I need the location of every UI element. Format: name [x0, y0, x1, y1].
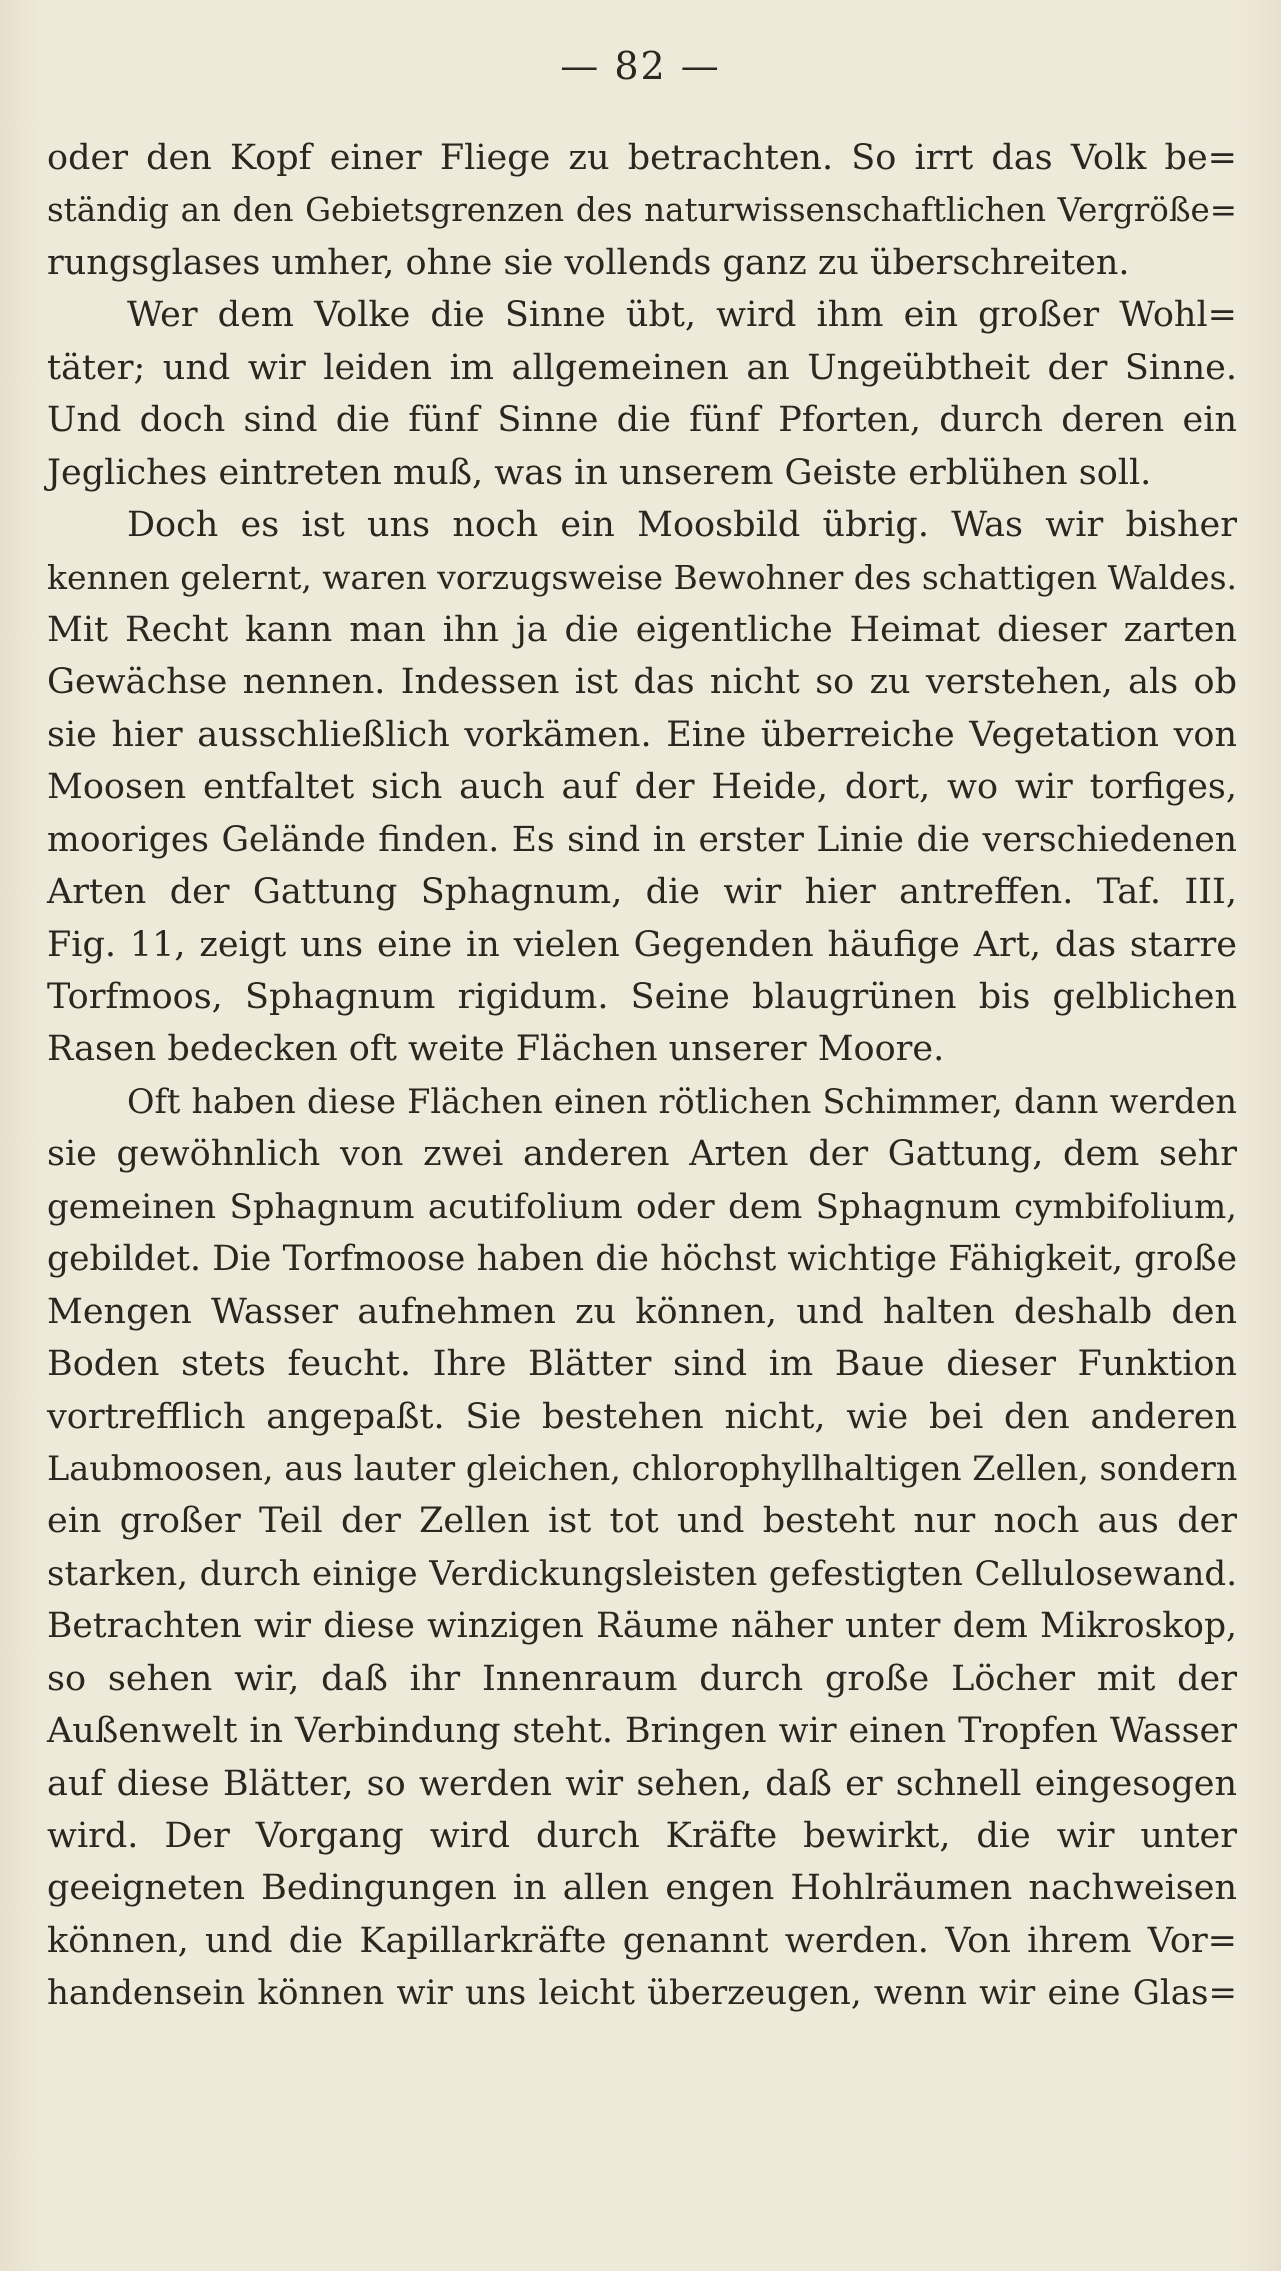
text-line: Und doch sind die fünf Sinne die fünf Pforten, durch deren ein [47, 400, 1237, 441]
page-number: — 82 — [560, 44, 721, 88]
text-line: sie gewöhnlich von zwei anderen Arten der Gattung, dem sehr [47, 1134, 1237, 1175]
text-line: Doch es ist uns noch ein Moosbild übrig. Was wir bisher [127, 505, 1237, 546]
text-line: Fig. 11, zeigt uns eine in vielen Gegenden häufige Art, das starre [47, 924, 1237, 965]
text-line: ein großer Teil der Zellen ist tot und besteht nur noch aus der [47, 1501, 1237, 1542]
text-line: mooriges Gelände finden. Es sind in erster Linie die verschiedenen [47, 819, 1237, 860]
text-line: so sehen wir, daß ihr Innenraum durch große Löcher mit der [47, 1658, 1237, 1699]
text-line: rungsglases umher, ohne sie vollends ganz zu überschreiten. [47, 242, 1130, 283]
text-line: Gewächse nennen. Indessen ist das nicht so zu verstehen, als ob [47, 662, 1237, 703]
text-line: sie hier ausschließlich vorkämen. Eine überreiche Vegetation von [47, 714, 1237, 755]
text-line: täter; und wir leiden im allgemeinen an Ungeübtheit der Sinne. [47, 347, 1237, 388]
text-line: vortrefflich angepaßt. Sie bestehen nicht, wie bei den anderen [47, 1396, 1237, 1437]
text-line: auf diese Blätter, so werden wir sehen, daß er schnell eingesogen [47, 1763, 1237, 1804]
text-line: wird. Der Vorgang wird durch Kräfte bewirkt, die wir unter [47, 1816, 1237, 1856]
text-line: Rasen bedecken oft weite Flächen unserer Moore. [47, 1029, 945, 1070]
text-line: handensein können wir uns leicht überzeugen, wenn wir eine Glas= [47, 1973, 1237, 2014]
text-line: Moosen entfaltet sich auch auf der Heide, dort, wo wir torfiges, [47, 767, 1237, 808]
text-line: Außenwelt in Verbindung steht. Bringen wir einen Tropfen Wasser [47, 1711, 1237, 1752]
text-line: Wer dem Volke die Sinne übt, wird ihm ein großer Wohl= [127, 295, 1237, 336]
text-line: können, und die Kapillarkräfte genannt werden. Von ihrem Vor= [47, 1920, 1237, 1961]
text-line: Oft haben diese Flächen einen rötlichen Schimmer, dann werden [127, 1081, 1237, 1121]
text-line: Torfmoos, Sphagnum rigidum. Seine blaugrünen bis gelblichen [47, 977, 1237, 1017]
text-line: gemeinen Sphagnum acutifolium oder dem Sphagnum cymbifolium, [47, 1186, 1237, 1227]
text-line: gebildet. Die Torfmoose haben die höchst wichtige Fähigkeit, große [47, 1239, 1237, 1280]
text-line: starken, durch einige Verdickungsleisten gefestigten Cellulosewand. [47, 1553, 1237, 1594]
text-line: Mit Recht kann man ihn ja die eigentliche Heimat dieser zarten [47, 609, 1237, 650]
body-text [47, 132, 1237, 2020]
text-line: geeigneten Bedingungen in allen engen Hohlräumen nachweisen [47, 1868, 1237, 1909]
text-line: Arten der Gattung Sphagnum, die wir hier antreffen. Taf. III, [47, 872, 1237, 913]
text-line: Jegliches eintreten muß, was in unserem Geiste erblühen soll. [47, 452, 1152, 493]
text-line: Boden stets feucht. Ihre Blätter sind im Baue dieser Funktion [47, 1344, 1237, 1385]
text-line: Mengen Wasser aufnehmen zu können, und halten deshalb den [47, 1291, 1237, 1332]
text-line: oder den Kopf einer Fliege zu betrachten. So irrt das Volk be= [47, 138, 1237, 178]
text-line: kennen gelernt, waren vorzugsweise Bewohner des schattigen Waldes. [47, 557, 1237, 597]
text-line: Betrachten wir diese winzigen Räume näher unter dem Mikroskop, [47, 1606, 1237, 1647]
text-line: ständig an den Gebietsgrenzen des naturwissenschaftlichen Vergröße= [47, 191, 1237, 230]
text-line: Laubmoosen, aus lauter gleichen, chlorophyllhaltigen Zellen, sondern [47, 1448, 1238, 1488]
